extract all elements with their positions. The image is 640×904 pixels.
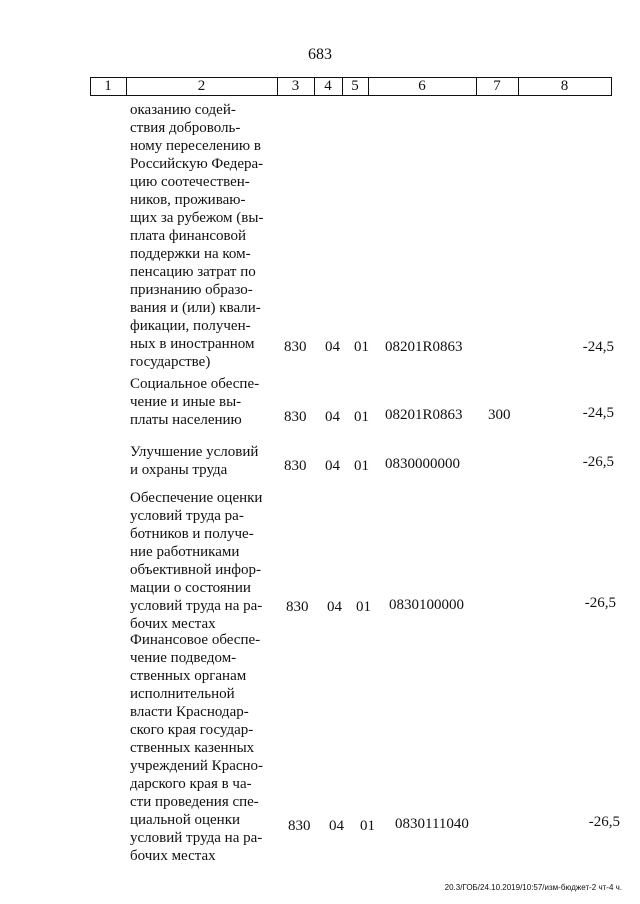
header-divider [611,77,612,96]
section-code: 04 [329,818,344,834]
desc-line: Обеспечение оценки [130,490,263,506]
target-article-code: 0830100000 [389,597,464,613]
table-row-description [130,375,270,429]
header-col-4: 4 [324,78,332,94]
desc-line: Улучшение условий [130,444,259,460]
desc-line: оказанию содей- [130,102,236,118]
section-code: 04 [325,458,340,474]
footer-stamp: 20.3/ГОБ/24.10.2019/10:57/изм-бюджет-2 чт-4 ч. [444,883,622,892]
ministry-code: 830 [284,339,307,355]
desc-line: платы населению [130,412,242,428]
desc-line: пенсацию затрат по [130,264,256,280]
desc-line: условий труда на ра- [130,598,263,614]
desc-line: и охраны труда [130,462,228,478]
table-row-description [130,443,270,479]
desc-line: мации о состоянии [130,580,251,596]
section-code: 04 [325,409,340,425]
amount-value: -24,5 [582,339,614,355]
ministry-code: 830 [284,409,307,425]
amount-value: -26,5 [588,814,620,830]
amount-value: -24,5 [582,405,614,421]
header-col-7: 7 [493,78,501,94]
header-col-3: 3 [291,78,300,94]
desc-line: власти Краснодар- [130,704,249,720]
target-article-code: 0830111040 [395,816,469,832]
desc-line: ствия доброволь- [130,120,241,136]
page-number: 683 [308,46,332,63]
desc-line: ников, проживаю- [130,192,246,208]
desc-line: сти проведения спе- [130,794,259,810]
desc-line: цию соотечествен- [130,174,250,190]
table-row-description [130,101,270,371]
desc-line: признанию образо- [130,282,253,298]
amount-value: -26,5 [582,454,614,470]
desc-line: Финансовое обеспе- [130,632,261,648]
section-code: 04 [325,339,340,355]
target-article-code: 08201R0863 [385,407,463,423]
desc-line: плата финансовой [130,228,247,244]
target-article-code: 08201R0863 [385,339,463,355]
desc-line: ственных органам [130,668,247,684]
ministry-code: 830 [284,458,307,474]
expense-type-code: 300 [488,407,511,423]
desc-line: ботников и получе- [130,526,254,542]
table-header [90,77,612,95]
subsection-code: 01 [354,458,369,474]
subsection-code: 01 [354,339,369,355]
desc-line: циальной оценки [130,812,241,828]
desc-line: учреждений Красно- [130,758,264,774]
amount-value: -26,5 [584,595,616,611]
table-row-description [130,631,270,865]
desc-line: Российскую Федера- [130,156,264,172]
desc-line: щих за рубежом (вы- [130,210,264,226]
header-bottom-line [90,95,612,96]
desc-line: ского края государ- [130,722,254,738]
header-col-1: 1 [104,78,112,94]
header-col-8: 8 [560,78,569,94]
desc-line: ственных казенных [130,740,255,756]
subsection-code: 01 [356,599,371,615]
desc-line: условий труда на ра- [130,830,263,846]
desc-line: бочих местах [130,848,216,864]
desc-line: объективной инфор- [130,562,262,578]
desc-line: дарского края в ча- [130,776,252,792]
target-article-code: 0830000000 [385,456,460,472]
header-col-6: 6 [418,78,426,94]
desc-line: бочих местах [130,616,216,632]
desc-line: ному переселению в [130,138,261,154]
subsection-code: 01 [360,818,375,834]
desc-line: чение и иные вы- [130,394,242,410]
subsection-code: 01 [354,409,369,425]
desc-line: вания и (или) квали- [130,300,261,316]
desc-line: исполнительной [130,686,235,702]
desc-line: государстве) [130,354,211,370]
desc-line: чение подведом- [130,650,237,666]
desc-line: фикации, получен- [130,318,251,334]
header-col-5: 5 [351,78,359,94]
ministry-code: 830 [288,818,311,834]
table-row-description [130,489,270,633]
section-code: 04 [327,599,342,615]
desc-line: поддержки на ком- [130,246,251,262]
desc-line: условий труда ра- [130,508,244,524]
desc-line: Социальное обеспе- [130,376,260,392]
header-col-2: 2 [197,78,206,94]
ministry-code: 830 [286,599,309,615]
desc-line: ние работниками [130,544,240,560]
desc-line: ных в иностранном [130,336,255,352]
